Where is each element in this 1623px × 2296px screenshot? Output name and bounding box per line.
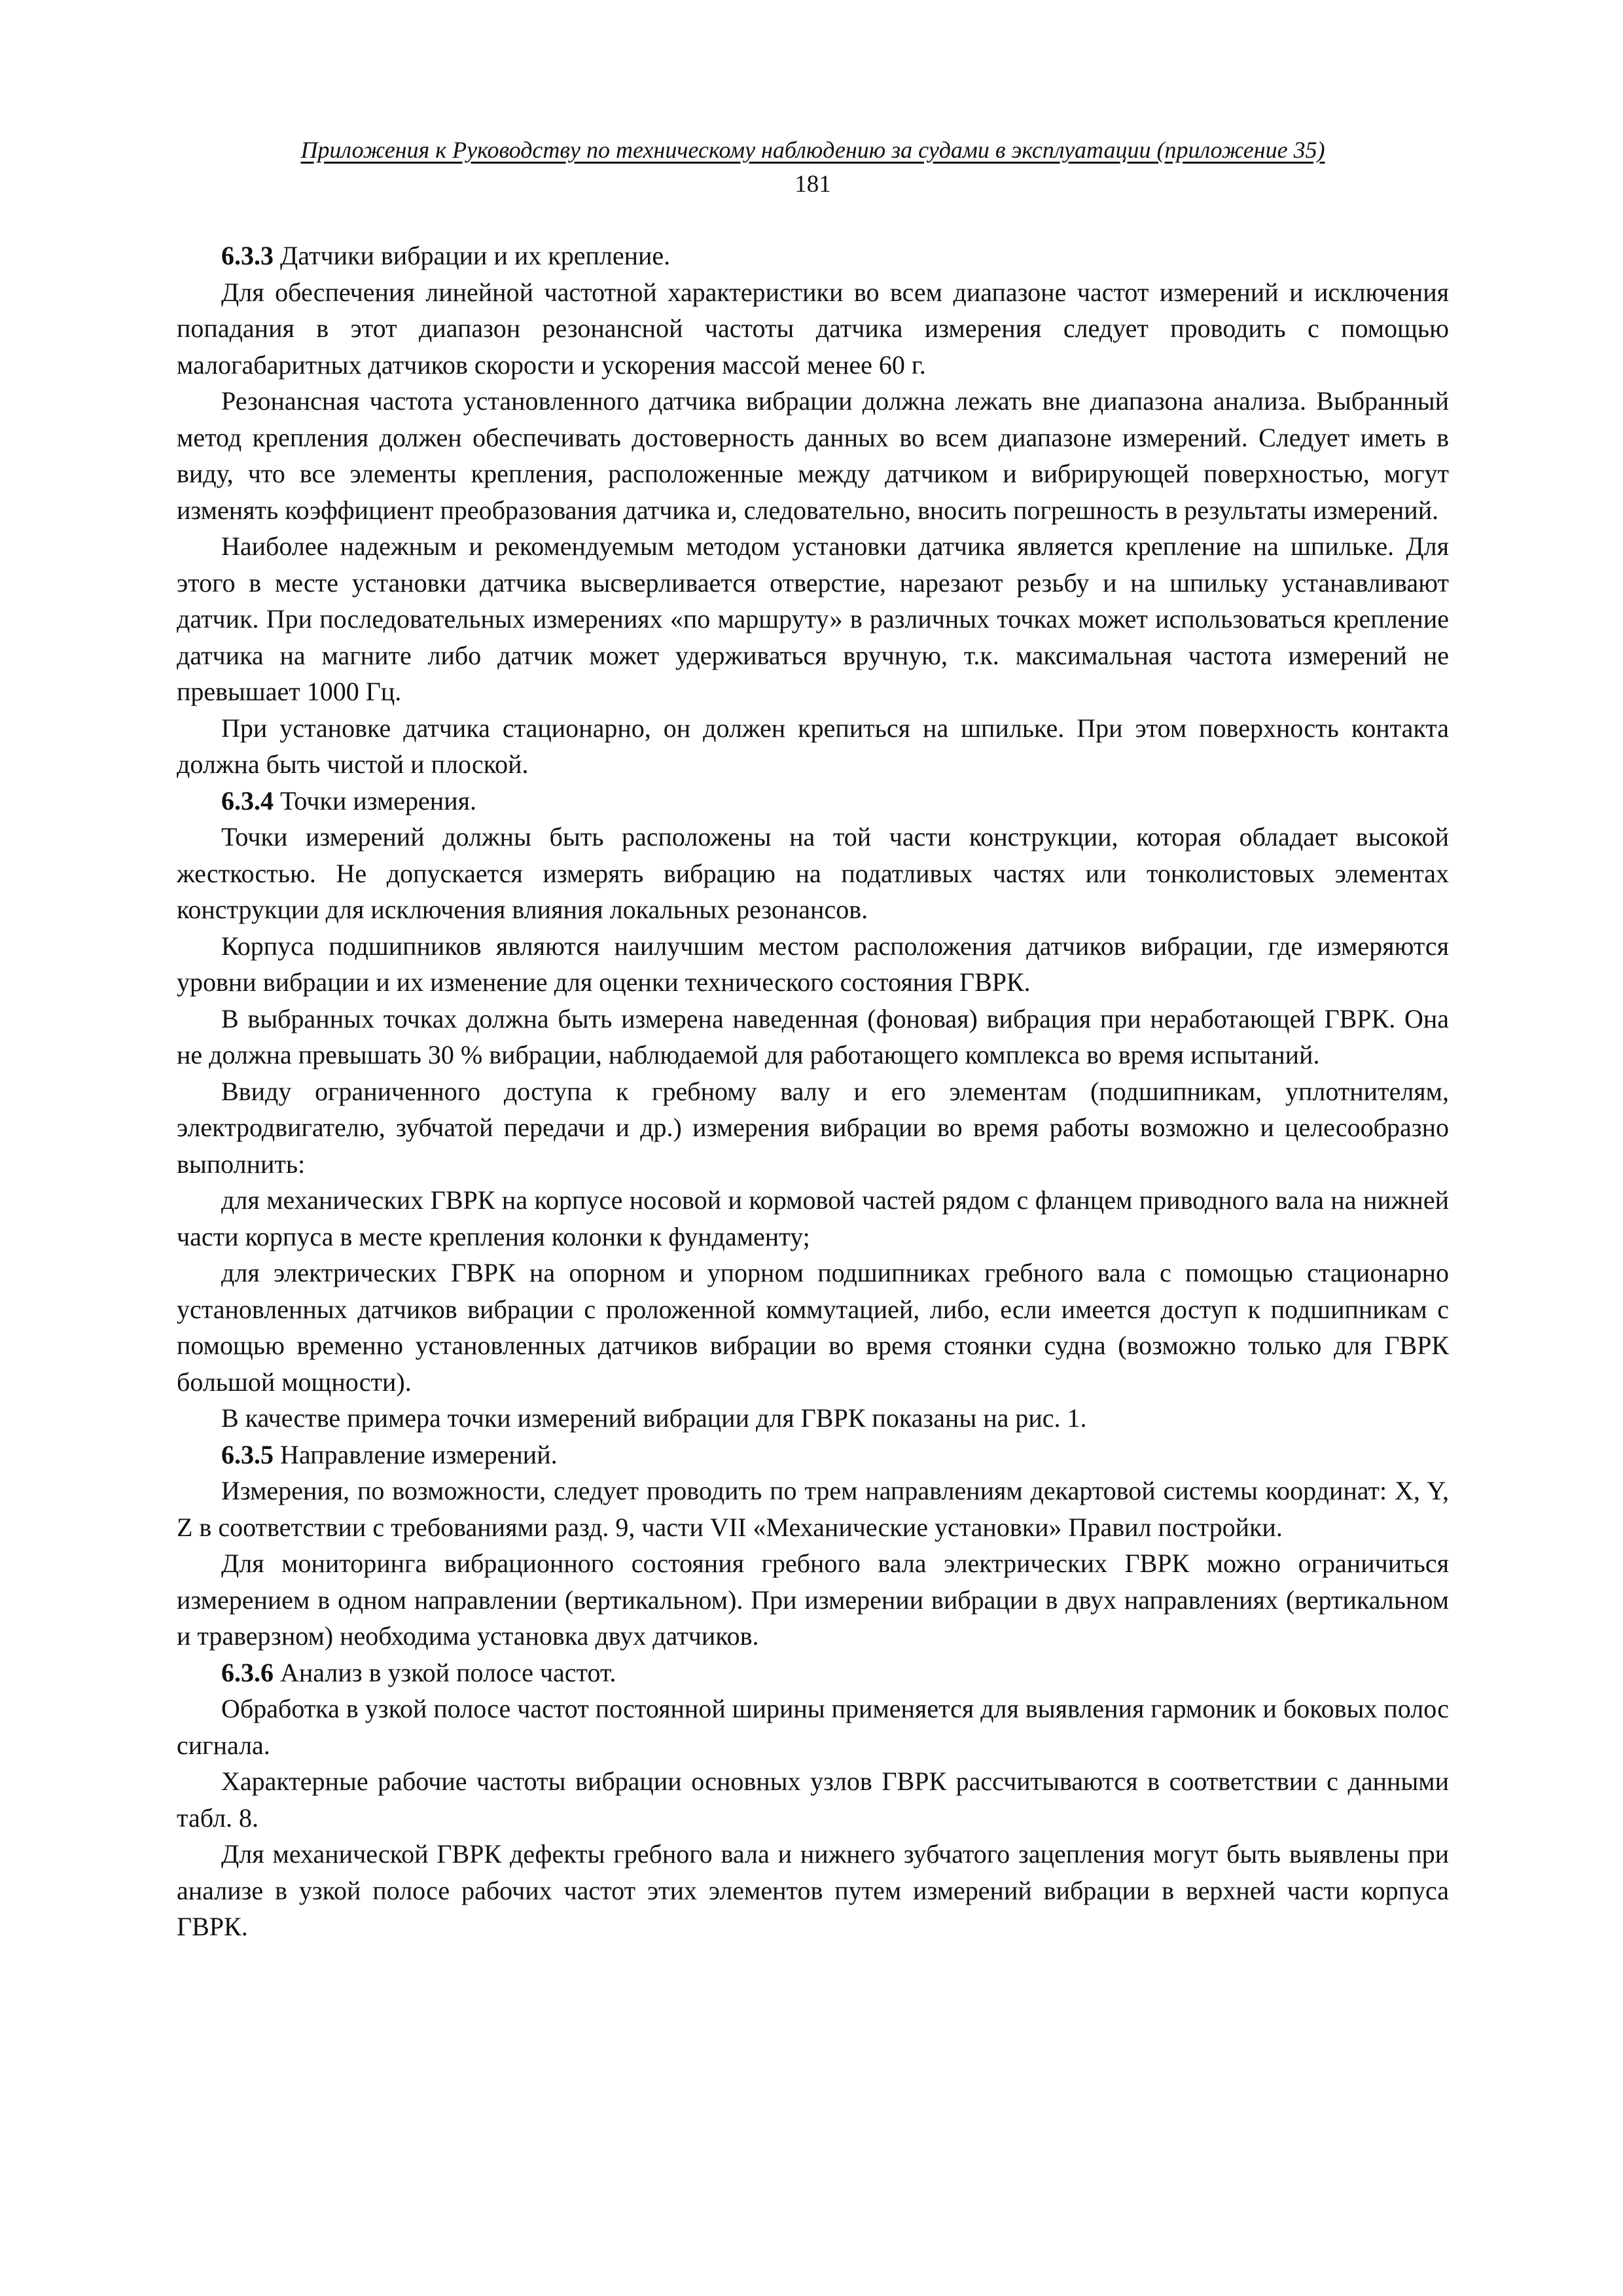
section-heading-6-3-5 — [177, 1437, 1449, 1473]
paragraph: Резонансная частота установленного датчика вибрации должна лежать вне диапазона анализа. Выбранный метод крепления должен обеспечивать достоверность данных во всем диапазоне измерений. Следует иметь в виду, что все элементы крепления, расположенные между датчиком и вибрирующей поверхностью, могут изменять коэффициент преобразования датчика и, следовательно, вносить погрешность в результаты измерений. — [177, 386, 1449, 525]
paragraph: Ввиду ограниченного доступа к гребному валу и его элементам (подшипникам, уплотнителям, электродвигателю, зубчатой передачи и др.) измерения вибрации во время работы возможно и целесообразно выполнить: — [177, 1076, 1449, 1179]
section-number: 6.3.3 — [221, 241, 274, 270]
section-number: 6.3.4 — [221, 785, 274, 816]
section-title: Анализ в узкой полосе частот. — [280, 1657, 616, 1687]
section-number: 6.3.5 — [221, 1439, 274, 1469]
paragraph: Наиболее надежным и рекомендуемым методом установки датчика является крепление на шпильке. Для этого в месте установки датчика высверливается отверстие, нарезают резьбу и на шпильку устанавливают датчик. При последовательных измерениях «по маршруту» в различных точках может использоваться крепление датчика на магните либо датчик может удерживаться вручную, т.к. максимальная частота измерений не превышает 1000 Гц. — [177, 531, 1449, 706]
section-number: 6.3.6 — [221, 1657, 274, 1687]
paragraph: Характерные рабочие частоты вибрации основных узлов ГВРК рассчитываются в соответствии с данными табл. 8. — [177, 1767, 1449, 1833]
paragraph: Для механической ГВРК дефекты гребного вала и нижнего зубчатого зацепления могут быть выявлены при анализе в узкой полосе рабочих частот этих элементов путем измерений вибрации в верхней части корпуса ГВРК. — [177, 1839, 1449, 1941]
running-header: Приложения к Руководству по техническому наблюдению за судами в эксплуатации (приложение 35) — [300, 137, 1325, 163]
document-page — [177, 134, 1449, 1945]
section-heading-6-3-4 — [177, 783, 1449, 819]
page-number: 181 — [794, 171, 831, 198]
paragraph: Обработка в узкой полосе частот постоянной ширины применяется для выявления гармоник и боковых полос сигнала. — [177, 1694, 1449, 1760]
paragraph: В качестве примера точки измерений вибрации для ГВРК показаны на рис. 1. — [221, 1403, 1087, 1433]
section-heading-6-3-6 — [177, 1655, 1449, 1691]
paragraph: Корпуса подшипников являются наилучшим местом расположения датчиков вибрации, где измеряются уровни вибрации и их изменение для оценки технического состояния ГВРК. — [177, 931, 1449, 997]
paragraph: Для обеспечения линейной частотной характеристики во всем диапазоне частот измерений и исключения попадания в этот диапазон резонансной частоты датчика измерения следует проводить с помощью малогабаритных датчиков скорости и ускорения массой менее 60 г. — [177, 277, 1449, 380]
section-title: Точки измерения. — [280, 785, 477, 816]
paragraph: Измерения, по возможности, следует проводить по трем направлениям декартовой системы координат: X, Y, Z в соответствии с требованиями разд. 9, части VII «Механические установки» Правил постройки. — [177, 1476, 1449, 1542]
paragraph: В выбранных точках должна быть измерена наведенная (фоновая) вибрация при неработающей ГВРК. Она не должна превышать 30 % вибрации, наблюдаемой для работающего комплекса во время испытаний. — [177, 1003, 1449, 1069]
section-title: Датчики вибрации и их крепление. — [280, 241, 671, 270]
paragraph: При установке датчика стационарно, он должен крепиться на шпильке. При этом поверхность контакта должна быть чистой и плоской. — [177, 713, 1449, 779]
paragraph: Точки измерений должны быть расположены на той части конструкции, которая обладает высокой жесткостью. Не допускается измерять вибрацию на податливых частях или тонколистовых элементах конструкции для исключения влияния локальных резонансов. — [177, 822, 1449, 924]
paragraph: Для мониторинга вибрационного состояния гребного вала электрических ГВРК можно ограничиться измерением в одном направлении (вертикальном). При измерении вибрации в двух направлениях (вертикальном и траверзном) необходима установка двух датчиков. — [177, 1549, 1449, 1651]
section-heading-6-3-3 — [177, 238, 1449, 274]
list-item: для механических ГВРК на корпусе носовой и кормовой частей рядом с фланцем приводного вала на нижней части корпуса в месте крепления колонки к фундаменту; — [177, 1185, 1449, 1251]
section-title: Направление измерений. — [280, 1439, 558, 1469]
document-body — [177, 238, 1449, 1945]
list-item: для электрических ГВРК на опорном и упорном подшипниках гребного вала с помощью стационарно установленных датчиков вибрации с проложенной коммутацией, либо, если имеется доступ к подшипникам с помощью временно установленных датчиков вибрации во время стоянки судна (возможно только для ГВРК большой мощности). — [177, 1258, 1449, 1397]
